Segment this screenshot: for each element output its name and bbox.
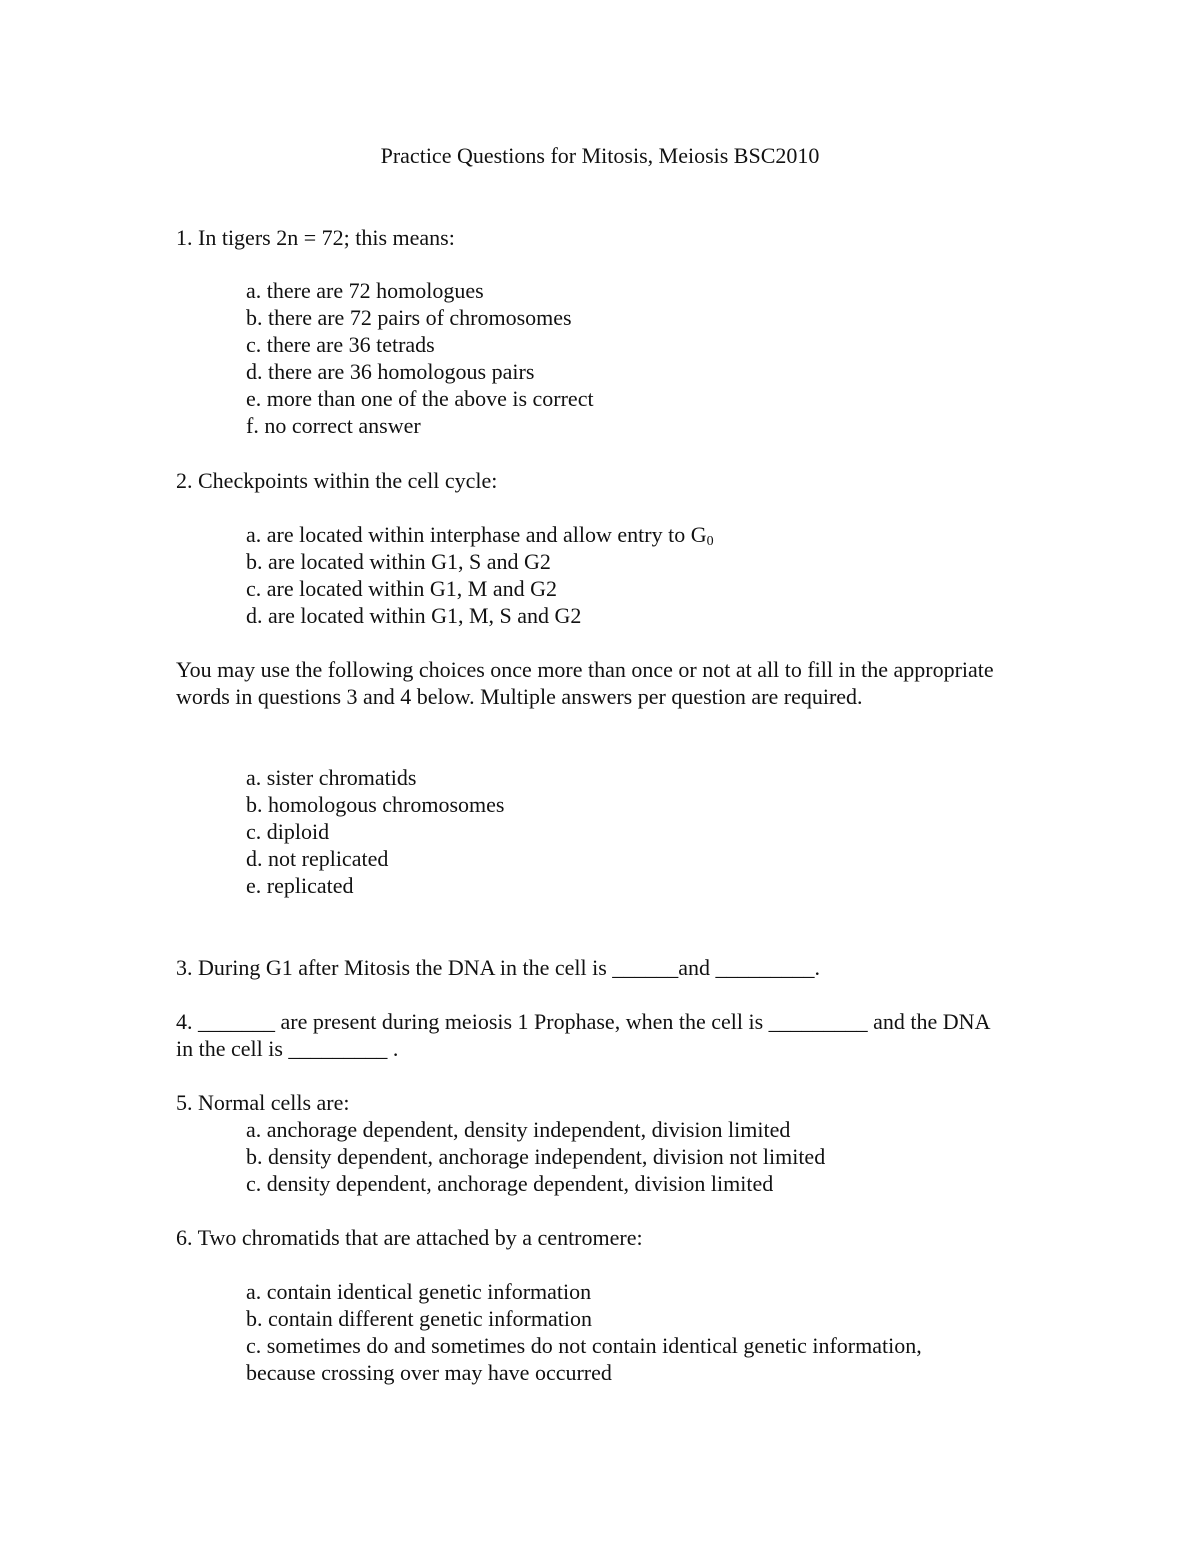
question-1-option-f: f. no correct answer [246,413,421,438]
question-6-stem: 6. Two chromatids that are attached by a centromere: [176,1225,643,1250]
question-1-option-e: e. more than one of the above is correct [246,386,594,411]
choice-d: d. not replicated [246,846,389,871]
question-1-option-b: b. there are 72 pairs of chromosomes [246,305,572,330]
choice-b: b. homologous chromosomes [246,792,505,817]
question-2-option-c: c. are located within G1, M and G2 [246,576,557,601]
question-6-option-b: b. contain different genetic information [246,1306,592,1331]
instructions-paragraph: You may use the following choices once more than once or not at all to fill in the appropriate words in questions 3 and 4 below. Multiple answers per question are required. [176,657,994,710]
question-5-option-a: a. anchorage dependent, density independent, division limited [246,1117,791,1142]
question-6-option-a: a. contain identical genetic information [246,1279,592,1304]
question-5-option-c: c. density dependent, anchorage dependent, division limited [246,1171,774,1196]
question-2-option-a [246,521,714,548]
choice-a: a. sister chromatids [246,765,417,790]
question-1-stem: 1. In tigers 2n = 72; this means: [176,225,455,250]
question-5-option-b: b. density dependent, anchorage independent, division not limited [246,1144,826,1169]
question-2-option-b: b. are located within G1, S and G2 [246,549,551,574]
question-2-stem: 2. Checkpoints within the cell cycle: [176,468,498,493]
question-1-option-a: a. there are 72 homologues [246,278,484,303]
question-2-option-a-text: a. are located within interphase and allow entry to G [246,522,707,547]
question-1-option-d: d. there are 36 homologous pairs [246,359,535,384]
question-6-option-c-line-2: because crossing over may have occurred [246,1360,612,1385]
question-1-option-c: c. there are 36 tetrads [246,332,435,357]
choice-c: c. diploid [246,819,330,844]
question-5-stem: 5. Normal cells are: [176,1090,350,1115]
question-2-option-d: d. are located within G1, M, S and G2 [246,603,582,628]
question-4-stem: 4. _______ are present during meiosis 1 Prophase, when the cell is _________ and the DNA in the cell is _________ . [176,1009,990,1062]
page-title: Practice Questions for Mitosis, Meiosis BSC2010 [380,143,820,168]
question-6-option-c-line-1: c. sometimes do and sometimes do not contain identical genetic information, [246,1333,922,1358]
choice-e: e. replicated [246,873,354,898]
question-3-stem: 3. During G1 after Mitosis the DNA in the cell is ______and _________. [176,955,821,980]
question-2-option-a-subscript: 0 [706,534,714,549]
